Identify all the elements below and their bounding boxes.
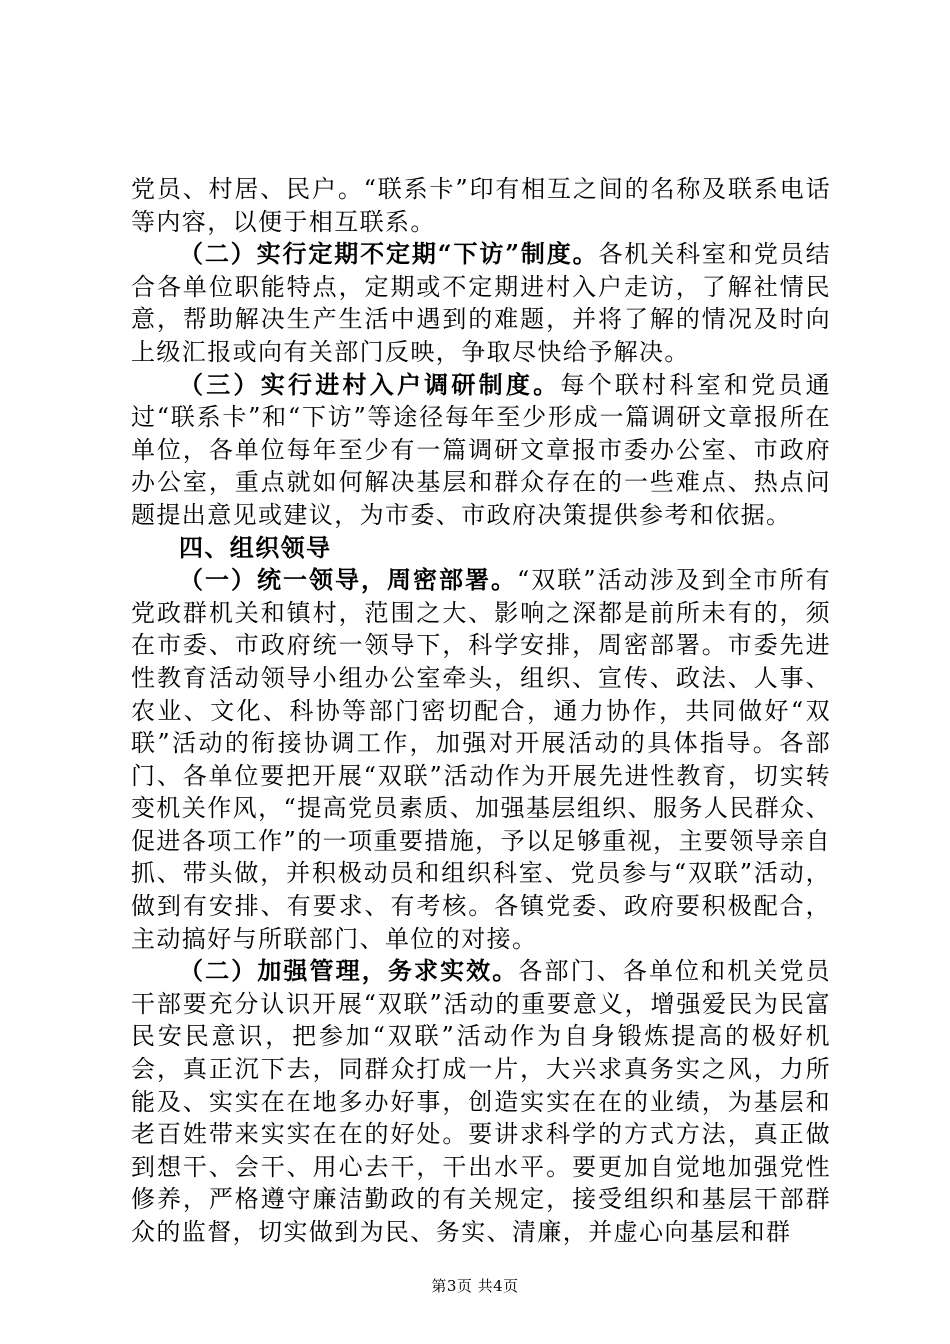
paragraph-text: 各部门、各单位和机关党员干部要充分认识开展“双联”活动的重要意义，增强爱民为民富民安民意识，把参加“双联”活动作为自身锻炼提高的极好机会，真正沉下去，同群众打成一片，大兴求真务实之风，力所能及、实实在在地多办好事，创造实实在在的业绩，为基层和老百姓带来实实在在的好处。要讲求科学的方式方法，真正做到想干、会干、用心去干，干出水平。要更加自觉地加强党性修养，严格遵守廉洁勤政的有关规定，接受组织和基层干部群众的监督，切实做到为民、务实、清廉，并虚心向基层和群 (131, 957, 831, 1246)
paragraph-lead-heading: （三）实行进村入户调研制度。 (179, 369, 561, 399)
paragraph-lead-heading: （二）实行定期不定期“下访”制度。 (179, 239, 599, 269)
paragraph-text: 各机关科室和党员结合各单位职能特点，定期或不定期进村入户走访，了解社情民意，帮助解决生产生活中遇到的难题，并将了解的情况及时向上级汇报或向有关部门反映，争取尽快给予解决。 (131, 240, 831, 366)
paragraph-text: 党员、村居、民户。“联系卡”印有相互之间的名称及联系电话等内容，以便于相互联系。 (131, 175, 831, 236)
paragraph-text: 每个联村科室和党员通过“联系卡”和“下访”等途径每年至少形成一篇调研文章报所在单位，各单位每年至少有一篇调研文章报市委办公室、市政府办公室，重点就如何解决基层和群众存在的一些难点、热点问题提出意见或建议，为市委、市政府决策提供参考和依据。 (131, 370, 831, 529)
page-number-label: 第3页 共4页 (431, 1277, 519, 1295)
paragraph-text: “双联”活动涉及到全市所有党政群机关和镇村，范围之大、影响之深都是前所未有的，须在市委、市政府统一领导下，科学安排，周密部署。市委先进性教育活动领导小组办公室牵头，组织、宣传、政法、人事、农业、文化、科协等部门密切配合，通力协作，共同做好“双联”活动的衔接协调工作，加强对开展活动的具体指导。各部门、各单位要把开展“双联”活动作为开展先进性教育，切实转变机关作风，“提高党员素质、加强基层组织、服务人民群众、促进各项工作”的一项重要措施，予以足够重视，主要领导亲自抓、带头做，并积极动员和组织科室、党员参与“双联”活动，做到有安排、有要求、有考核。各镇党委、政府要积极配合，主动搞好与所联部门、单位的对接。 (131, 566, 831, 953)
paragraph-lead-heading: （一）统一领导，周密部署。 (179, 565, 518, 595)
section-heading-text: 四、组织领导 (179, 532, 332, 562)
section-heading-organization (131, 532, 831, 565)
paragraph-contact-card-continuation (131, 173, 831, 238)
document-body (131, 173, 831, 1249)
paragraph-research-system (131, 369, 831, 532)
paragraph-strengthen-management (131, 955, 831, 1248)
page-footer (0, 1276, 950, 1296)
paragraph-regular-visit-system (131, 238, 831, 368)
paragraph-lead-heading: （二）加强管理，务求实效。 (179, 956, 519, 986)
paragraph-unified-leadership (131, 564, 831, 955)
